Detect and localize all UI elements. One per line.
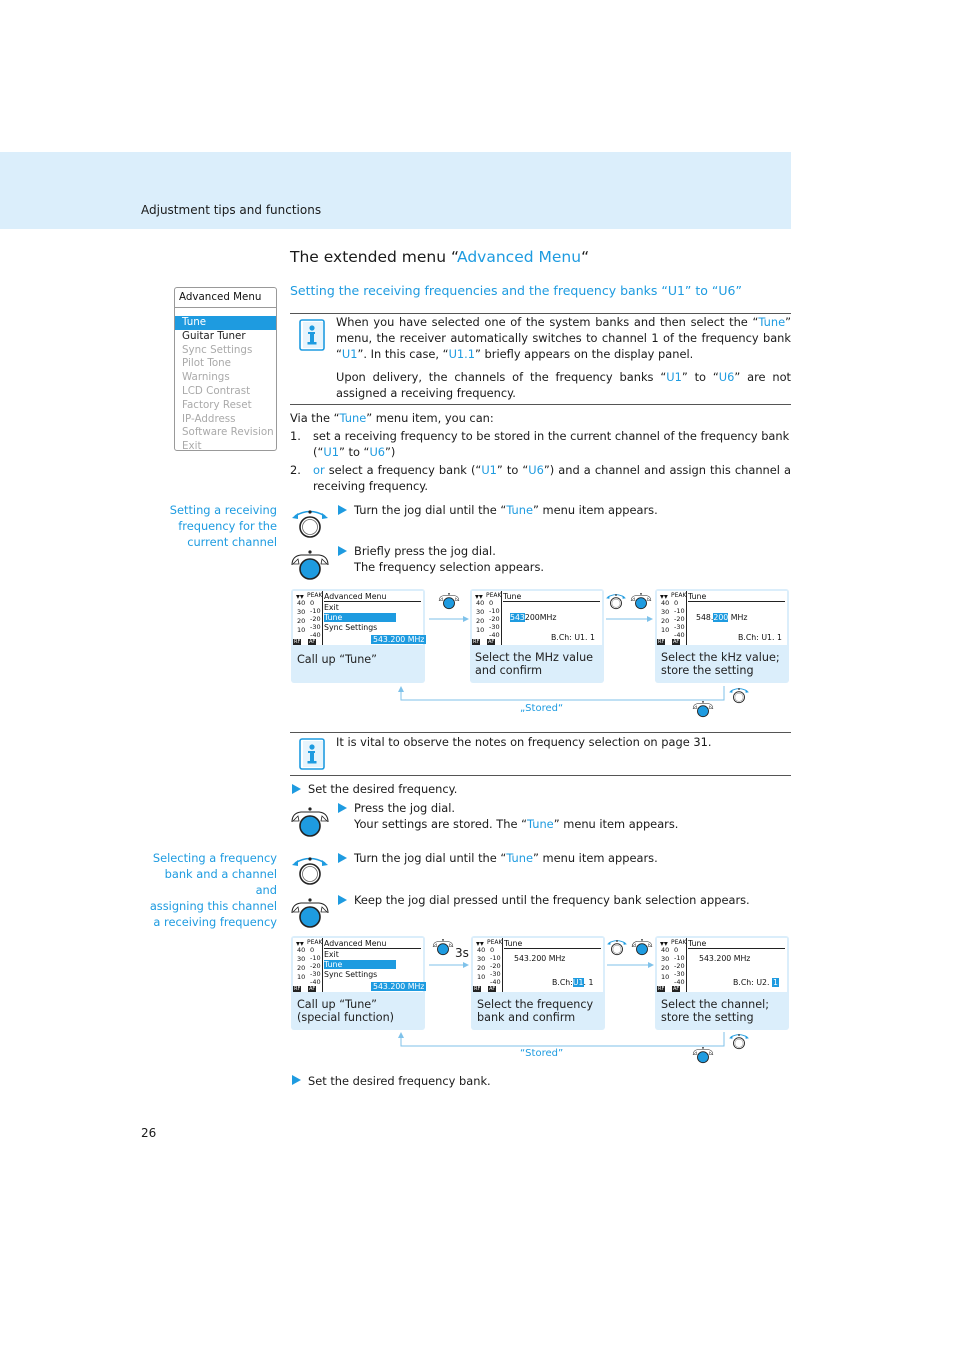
header-band [0,152,791,229]
menu-item-warnings[interactable]: Warnings [182,371,230,384]
info-icon [299,319,325,351]
lcd-display: ▾▾ PEAK 40 30 20 10 0 -10 -20 -30 -40 RF AF Tune 543.200 MHz B.Ch: U2. 1 [657,938,787,992]
stored-label: “Stored” [520,1048,564,1059]
caption: Call up “Tune” (special function) [297,998,395,1024]
list-number-2: 2. [290,463,301,477]
menu-item-exit[interactable]: Exit [182,440,202,453]
connector-b2 [605,936,657,972]
connector-a2 [604,590,656,626]
menu-item-software-revision[interactable]: Software Revision [182,426,274,439]
list-number-1: 1. [290,429,301,443]
jog-dial-turn-icon [290,503,332,541]
note-paragraph-2: Upon delivery, the channels of the frequency banks “U1” to “U6” are not assigned a receiving frequency. [336,370,792,400]
side-note-current-channel: Setting a receiving frequency for the current channel [169,503,277,549]
panel-select-mhz [470,589,604,683]
step-press-dial: Briefly press the jog dial. The frequency selection appears. [354,544,545,574]
step-arrow-icon [338,895,347,905]
page-number: 26 [141,1126,157,1140]
list-item-1: set a receiving frequency to be stored in the current channel of the frequency bank (“U1” to “U6”) [313,429,790,459]
jog-dial-press-icon [290,802,332,840]
menu-item-sync-settings[interactable]: Sync Settings [182,343,253,356]
lcd-display: ▾▾ PEAK 40 30 20 10 0 -10 -20 -30 -40 RF AF Tune 543200MHz B.Ch: U1. 1 [472,591,602,645]
menu-heading: Advanced Menu [175,288,276,308]
step-store: Press the jog dial. Your settings are stored. The “Tune” menu item appears. [354,801,679,831]
step-keep-pressed: Keep the jog dial pressed until the frequency bank selection appears. [354,893,750,907]
section-subtitle: Setting the receiving frequencies and the frequency banks “U1” to “U6” [290,283,742,298]
panel-call-up-tune-special [291,936,425,1030]
menu-item-tune[interactable]: Tune [175,316,276,330]
advanced-menu-list [174,287,277,451]
page-title: The extended menu “Advanced Menu“ [290,248,590,266]
step-arrow-icon [338,853,347,863]
stored-label: „Stored“ [520,703,564,714]
lcd-display: ▾▾ PEAK 40 30 20 10 0 -10 -20 -30 -40 RF AF Advanced Menu Exit Tune Sync Settings 543.200 MHz [294,592,425,645]
step-arrow-icon [292,1075,301,1085]
step-arrow-icon [338,546,347,556]
jog-dial-press-icon [290,545,332,583]
lcd-display: ▾▾ PEAK 40 30 20 10 0 -10 -20 -30 -40 RF AF Tune 548.200 MHz B.Ch: U1. 1 [657,591,787,645]
hold-duration: 3s [455,946,469,960]
menu-item-guitar-tuner[interactable]: Guitar Tuner [182,329,246,342]
panel-select-khz [655,589,789,683]
caption: Select the MHz value and confirm [475,651,594,677]
step-turn-dial: Turn the jog dial until the “Tune” menu item appears. [354,503,658,517]
list-item-2: or select a frequency bank (“U1” to “U6”) and a channel and assign this channel a receiving frequency. [313,463,791,493]
step-arrow-icon [292,784,301,794]
connector-a1 [425,590,475,626]
divider [290,775,791,776]
menu-item-pilot-tone[interactable]: Pilot Tone [182,357,232,370]
panel-select-bank [471,936,605,1030]
stored-return-arrow-b [395,1030,760,1070]
step-turn-dial-2: Turn the jog dial until the “Tune” menu item appears. [354,851,658,865]
caption: Select the kHz value; store the setting [661,651,780,677]
info-icon [299,738,325,770]
note-paragraph-1: When you have selected one of the system banks and then select the “Tune” menu, the receiver automatically switches to channel 1 of the frequency bank “U1”. In this case, “U1.1” briefly appears on the display panel. [336,315,791,361]
divider [290,404,791,405]
caption: Select the channel; store the setting [661,998,770,1024]
step-arrow-icon [338,505,347,515]
caption: Select the frequency bank and confirm [477,998,594,1024]
caption: Call up “Tune” [297,653,377,666]
divider [290,732,791,733]
lcd-display: ▾▾ PEAK 40 30 20 10 0 -10 -20 -30 -40 RF AF Advanced Menu Exit Tune Sync Settings 543.200 MHz [294,939,425,992]
panel-call-up-tune [291,589,425,683]
menu-item-ip-address[interactable]: IP-Address [182,412,236,425]
step-arrow-icon [338,803,347,813]
jog-dial-turn-icon [290,850,332,888]
stored-return-arrow-a [395,684,760,724]
section-header: Adjustment tips and functions [141,203,322,217]
side-note-frequency-bank: Selecting a frequency bank and a channel and assigning this channel a receiving frequency [149,851,277,929]
lcd-display: ▾▾ PEAK 40 30 20 10 0 -10 -20 -30 -40 RF AF Tune 543.200 MHz B.Ch:U1. 1 [473,938,603,992]
panel-select-channel [655,936,789,1030]
via-intro: Via the “Tune” menu item, you can: [290,411,494,425]
menu-item-lcd-contrast[interactable]: LCD Contrast [182,384,251,397]
jog-dial-press-icon [290,893,332,931]
note-frequency-selection: It is vital to observe the notes on frequency selection on page 31. [336,735,712,749]
menu-item-factory-reset[interactable]: Factory Reset [182,398,252,411]
step-set-bank: Set the desired frequency bank. [308,1074,491,1088]
step-set-frequency: Set the desired frequency. [308,782,458,796]
